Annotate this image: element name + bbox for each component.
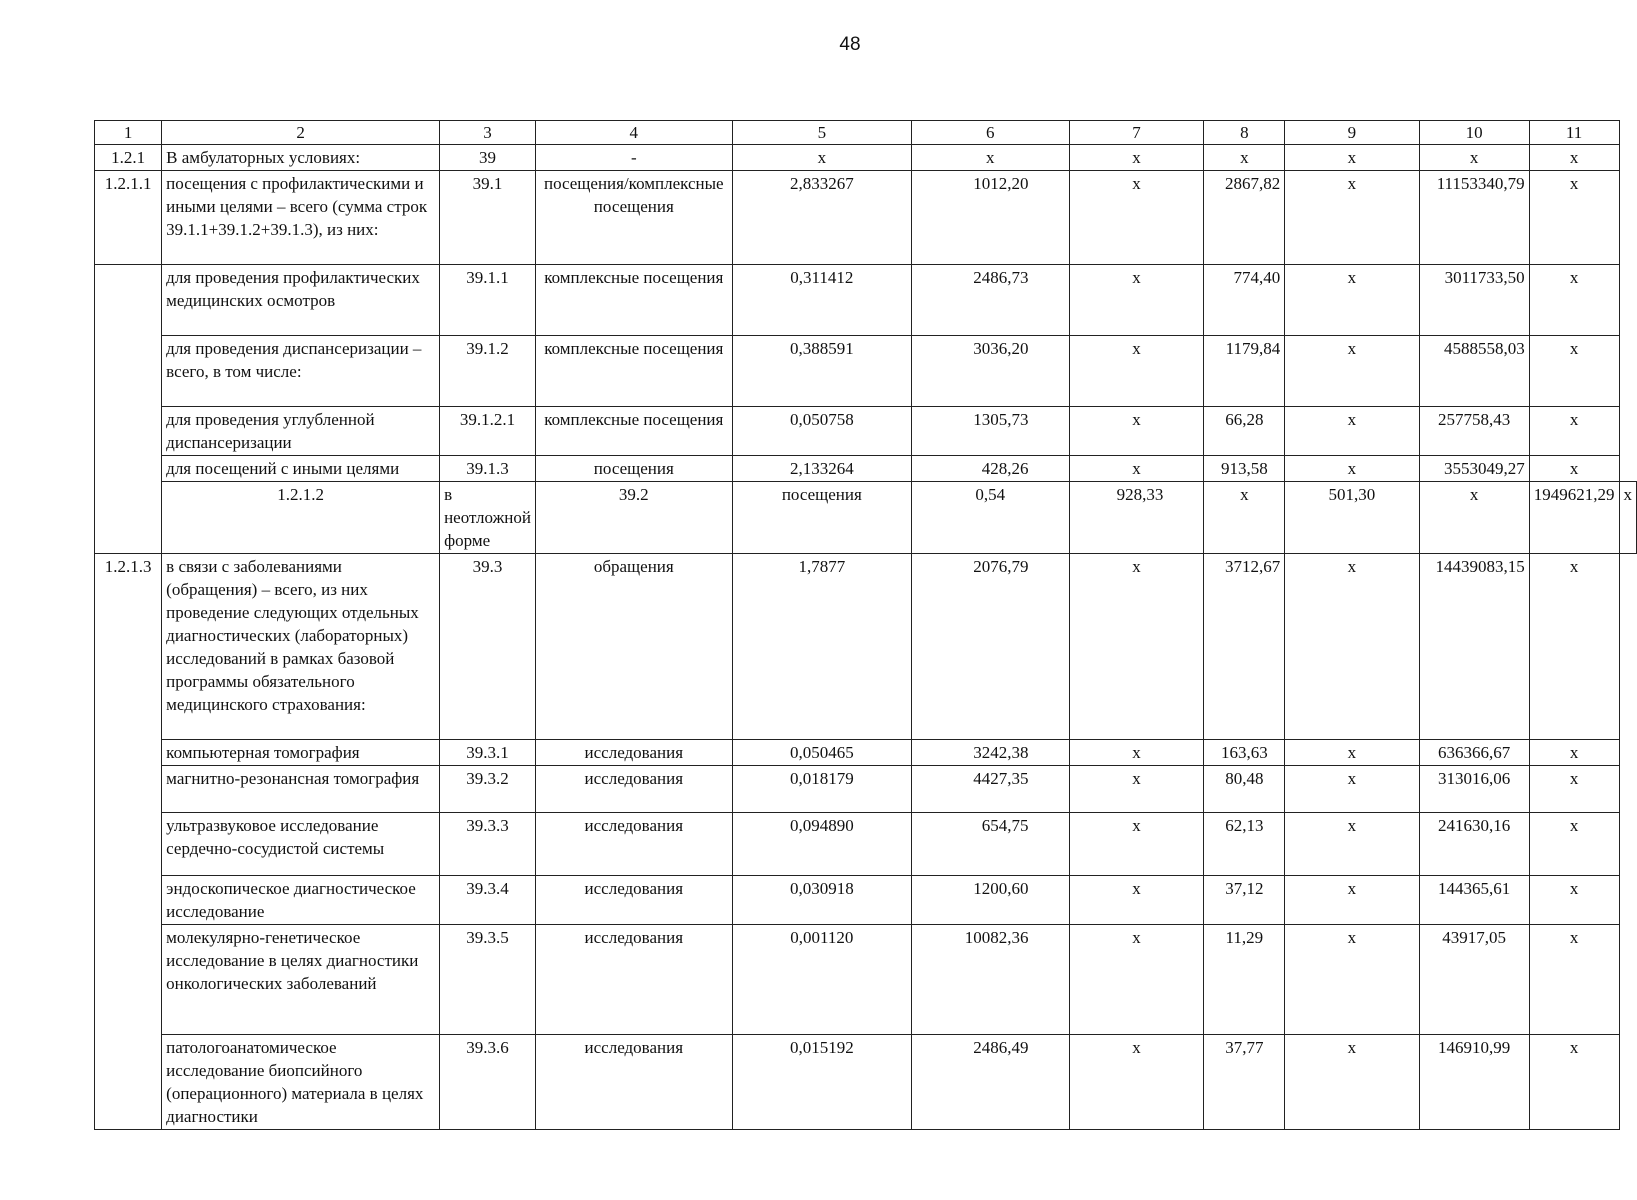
column-number: 5: [732, 121, 911, 145]
cell-col5: 0,030918: [732, 876, 911, 925]
row-name: посещения с профилактическими и иными целями – всего (сумма строк 39.1.1+39.1.2+39.1.3), из них:: [162, 171, 440, 265]
row-code: [95, 265, 162, 554]
cell-col6: 1012,20: [912, 171, 1069, 265]
cell-col7: х: [1069, 336, 1204, 407]
table-row: [95, 925, 1637, 1035]
cell-col8: 1179,84: [1204, 336, 1285, 407]
unit-of-measure: -: [536, 145, 733, 171]
table-row: [95, 876, 1637, 925]
cell-col11: х: [1529, 265, 1619, 336]
row-name: для проведения углубленной диспансеризации: [162, 407, 440, 456]
cell-col7: х: [1069, 925, 1204, 1035]
cell-col7: х: [1069, 766, 1204, 813]
cell-col8: 774,40: [1204, 265, 1285, 336]
column-number: 6: [912, 121, 1069, 145]
cell-col7: х: [1069, 876, 1204, 925]
cell-col7: х: [1069, 407, 1204, 456]
cell-col6: 1200,60: [912, 876, 1069, 925]
cell-col8: 80,48: [1204, 766, 1285, 813]
cell-col8: 913,58: [1204, 456, 1285, 482]
cell-col5: 0,001120: [732, 925, 911, 1035]
cell-col9: х: [1285, 554, 1419, 740]
cell-col10: х: [1419, 145, 1529, 171]
cell-col11: х: [1529, 171, 1619, 265]
cell-col10: 144365,61: [1419, 876, 1529, 925]
unit-of-measure: исследования: [536, 1035, 733, 1130]
cell-col5: 2,133264: [732, 456, 911, 482]
column-number: 1: [95, 121, 162, 145]
column-number: 2: [162, 121, 440, 145]
cell-col10: 1949621,29: [1529, 482, 1619, 554]
column-number-row: [95, 121, 1637, 145]
table-row: [95, 554, 1637, 740]
column-number: 3: [440, 121, 536, 145]
cell-col8: 37,77: [1204, 1035, 1285, 1130]
cell-col7: х: [1069, 1035, 1204, 1130]
table-row: [95, 265, 1637, 336]
cell-col6: 654,75: [912, 813, 1069, 876]
cell-col5: 0,54: [912, 482, 1069, 554]
cell-col11: х: [1529, 813, 1619, 876]
cell-col6: 4427,35: [912, 766, 1069, 813]
cell-col10: 636366,67: [1419, 740, 1529, 766]
row-name: магнитно-резонансная томография: [162, 766, 440, 813]
line-number: 39.3.1: [440, 740, 536, 766]
cell-col10: 3011733,50: [1419, 265, 1529, 336]
cell-col9: х: [1285, 407, 1419, 456]
unit-of-measure: исследования: [536, 740, 733, 766]
unit-of-measure: комплексные посещения: [536, 336, 733, 407]
cell-col5: 0,015192: [732, 1035, 911, 1130]
cell-col5: 0,311412: [732, 265, 911, 336]
cell-col10: 146910,99: [1419, 1035, 1529, 1130]
cell-col9: х: [1285, 740, 1419, 766]
cell-col8: х: [1204, 145, 1285, 171]
cell-col10: 43917,05: [1419, 925, 1529, 1035]
table-row: [95, 456, 1637, 482]
table-row: [95, 145, 1637, 171]
cell-col5: 1,7877: [732, 554, 911, 740]
cell-col10: 313016,06: [1419, 766, 1529, 813]
row-name: для посещений с иными целями: [162, 456, 440, 482]
row-name: молекулярно-генетическое исследование в целях диагностики онкологических заболеваний: [162, 925, 440, 1035]
tariff-table: [94, 120, 1637, 1130]
cell-col9: х: [1285, 813, 1419, 876]
row-name: патологоанатомическое исследование биопсийного (операционного) материала в целях диагностики: [162, 1035, 440, 1130]
cell-col11: х: [1529, 456, 1619, 482]
column-number: 8: [1204, 121, 1285, 145]
cell-col10: 11153340,79: [1419, 171, 1529, 265]
unit-of-measure: посещения: [732, 482, 911, 554]
table-row: [95, 336, 1637, 407]
cell-col9: х: [1285, 145, 1419, 171]
page-number: 48: [839, 34, 861, 55]
line-number: 39.3.4: [440, 876, 536, 925]
column-number: 9: [1285, 121, 1419, 145]
cell-col9: х: [1285, 766, 1419, 813]
table-row: [95, 766, 1637, 813]
row-name: в неотложной форме: [440, 482, 536, 554]
row-name: компьютерная томография: [162, 740, 440, 766]
cell-col10: 4588558,03: [1419, 336, 1529, 407]
line-number: 39.3.3: [440, 813, 536, 876]
line-number: 39.1: [440, 171, 536, 265]
cell-col5: 0,050465: [732, 740, 911, 766]
cell-col8: 163,63: [1204, 740, 1285, 766]
unit-of-measure: посещения/комплексные посещения: [536, 171, 733, 265]
cell-col8: 501,30: [1285, 482, 1419, 554]
table-row: [95, 171, 1637, 265]
cell-col6: 2486,49: [912, 1035, 1069, 1130]
cell-col9: х: [1285, 456, 1419, 482]
row-name: для проведения профилактических медицинских осмотров: [162, 265, 440, 336]
cell-col5: 0,050758: [732, 407, 911, 456]
cell-col8: 11,29: [1204, 925, 1285, 1035]
cell-col6: 1305,73: [912, 407, 1069, 456]
line-number: 39.3.5: [440, 925, 536, 1035]
cell-col10: 3553049,27: [1419, 456, 1529, 482]
cell-col11: х: [1529, 145, 1619, 171]
line-number: 39.2: [536, 482, 733, 554]
cell-col10: 241630,16: [1419, 813, 1529, 876]
unit-of-measure: исследования: [536, 876, 733, 925]
cell-col7: х: [1204, 482, 1285, 554]
line-number: 39.3.6: [440, 1035, 536, 1130]
cell-col11: х: [1529, 740, 1619, 766]
cell-col6: 928,33: [1069, 482, 1204, 554]
unit-of-measure: обращения: [536, 554, 733, 740]
cell-col7: х: [1069, 171, 1204, 265]
cell-col8: 62,13: [1204, 813, 1285, 876]
column-number: 7: [1069, 121, 1204, 145]
unit-of-measure: комплексные посещения: [536, 265, 733, 336]
table-row: [95, 813, 1637, 876]
row-name: эндоскопическое диагностическое исследование: [162, 876, 440, 925]
cell-col9: х: [1285, 1035, 1419, 1130]
cell-col7: х: [1069, 145, 1204, 171]
cell-col8: 37,12: [1204, 876, 1285, 925]
cell-col7: х: [1069, 554, 1204, 740]
cell-col9: х: [1285, 925, 1419, 1035]
column-number: 10: [1419, 121, 1529, 145]
unit-of-measure: исследования: [536, 925, 733, 1035]
line-number: 39.1.1: [440, 265, 536, 336]
cell-col8: 3712,67: [1204, 554, 1285, 740]
row-name: ультразвуковое исследование сердечно-сосудистой системы: [162, 813, 440, 876]
cell-col7: х: [1069, 813, 1204, 876]
cell-col5: х: [732, 145, 911, 171]
cell-col8: 66,28: [1204, 407, 1285, 456]
unit-of-measure: посещения: [536, 456, 733, 482]
row-name: для проведения диспансеризации – всего, в том числе:: [162, 336, 440, 407]
cell-col11: х: [1529, 407, 1619, 456]
cell-col5: 0,018179: [732, 766, 911, 813]
cell-col5: 0,094890: [732, 813, 911, 876]
line-number: 39: [440, 145, 536, 171]
cell-col11: х: [1529, 925, 1619, 1035]
cell-col5: 0,388591: [732, 336, 911, 407]
row-code: 1.2.1: [95, 145, 162, 171]
cell-col10: 14439083,15: [1419, 554, 1529, 740]
cell-col9: х: [1285, 876, 1419, 925]
row-code: 1.2.1.3: [95, 554, 162, 1130]
cell-col11: х: [1529, 876, 1619, 925]
cell-col11: х: [1529, 766, 1619, 813]
cell-col6: 10082,36: [912, 925, 1069, 1035]
row-name: в связи с заболеваниями (обращения) – всего, из них проведение следующих отдельных диагностических (лабораторных) исследований в рамках базовой программы обязательного медицинского страхования:: [162, 554, 440, 740]
unit-of-measure: комплексные посещения: [536, 407, 733, 456]
cell-col6: 3036,20: [912, 336, 1069, 407]
cell-col9: х: [1285, 171, 1419, 265]
cell-col7: х: [1069, 456, 1204, 482]
cell-col10: 257758,43: [1419, 407, 1529, 456]
cell-col6: 2076,79: [912, 554, 1069, 740]
cell-col6: 428,26: [912, 456, 1069, 482]
cell-col6: х: [912, 145, 1069, 171]
cell-col5: 2,833267: [732, 171, 911, 265]
unit-of-measure: исследования: [536, 766, 733, 813]
line-number: 39.3: [440, 554, 536, 740]
line-number: 39.3.2: [440, 766, 536, 813]
cell-col11: х: [1529, 554, 1619, 740]
line-number: 39.1.2.1: [440, 407, 536, 456]
cell-col6: 3242,38: [912, 740, 1069, 766]
cell-col9: х: [1285, 265, 1419, 336]
cell-col7: х: [1069, 265, 1204, 336]
line-number: 39.1.2: [440, 336, 536, 407]
table-row: [95, 482, 1637, 554]
column-number: 4: [536, 121, 733, 145]
cell-col11: х: [1529, 336, 1619, 407]
cell-col9: х: [1419, 482, 1529, 554]
column-number: 11: [1529, 121, 1619, 145]
unit-of-measure: исследования: [536, 813, 733, 876]
row-code: 1.2.1.1: [95, 171, 162, 265]
cell-col11: х: [1529, 1035, 1619, 1130]
cell-col9: х: [1285, 336, 1419, 407]
cell-col8: 2867,82: [1204, 171, 1285, 265]
table-row: [95, 740, 1637, 766]
table-row: [95, 1035, 1637, 1130]
cell-col7: х: [1069, 740, 1204, 766]
table-row: [95, 407, 1637, 456]
row-name: В амбулаторных условиях:: [162, 145, 440, 171]
row-code: 1.2.1.2: [162, 482, 440, 554]
cell-col6: 2486,73: [912, 265, 1069, 336]
line-number: 39.1.3: [440, 456, 536, 482]
cell-col11: х: [1619, 482, 1637, 554]
